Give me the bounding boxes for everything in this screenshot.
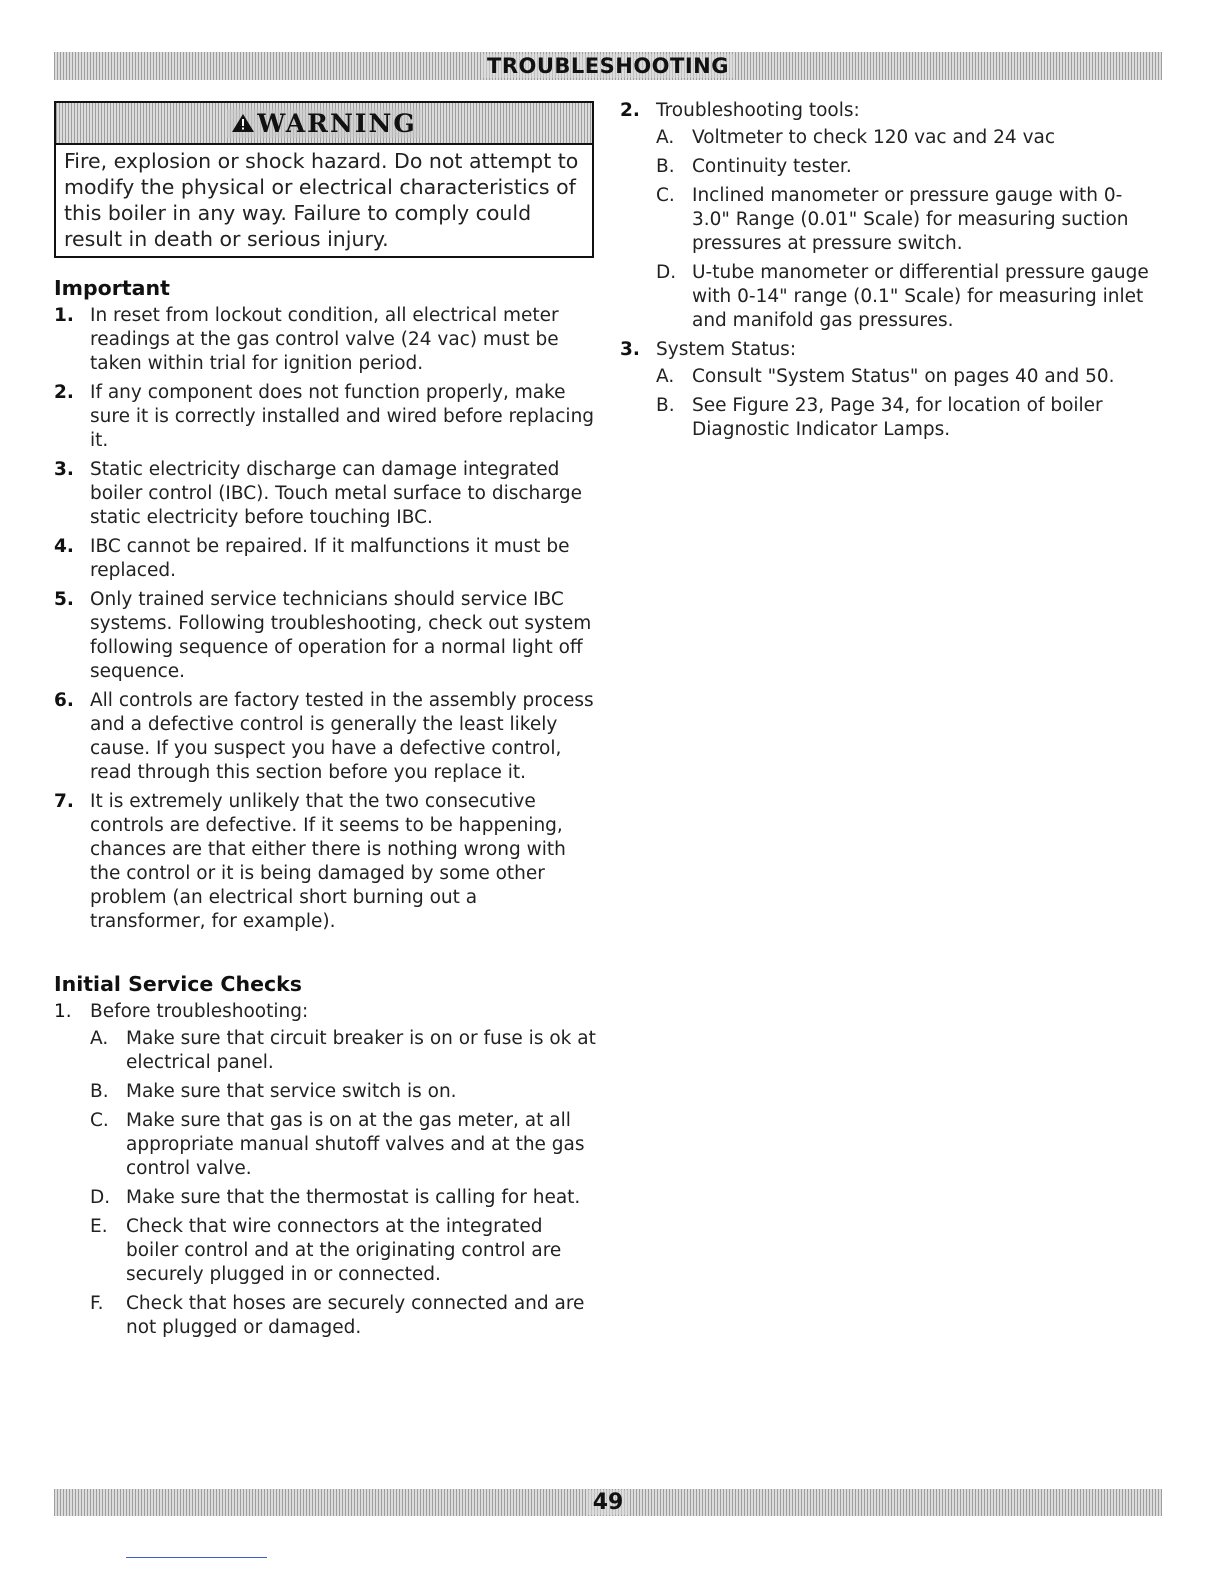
list-item: 2. Troubleshooting tools: A. Voltmeter to check 120 vac and 24 vac B. Continuity tester. C. Inclined manometer or pressure gauge with 0-3.0" Range (0.01" Scale) for measuring suction pressures at pressure switch. D. U-tube manometer or differential pressure gauge with 0-14" range (0.1" Scale) for measuring inlet and manifold gas pressures.: [620, 99, 1160, 333]
right-column: [620, 99, 1160, 447]
warning-triangle-icon: [231, 113, 255, 133]
footer-band: [54, 1489, 1162, 1516]
warning-box: [54, 101, 594, 258]
sub-item: A. Make sure that circuit breaker is on or fuse is ok at electrical panel.: [90, 1028, 596, 1073]
list-item: 7. It is extremely unlikely that the two consecutive controls are defective. If it seems to be happening, chances are that either there is nothing wrong with the control or it is being damaged by some other problem (an electrical short burning out a transformer, for example).: [54, 791, 566, 932]
header-band: [54, 52, 1162, 80]
list-item: 6. All controls are factory tested in the assembly process and a defective control is generally the least likely cause. If you suspect you have a defective control, read through this section before you replace it.: [54, 690, 594, 783]
sub-item: A. Voltmeter to check 120 vac and 24 vac: [656, 127, 1056, 148]
sub-item: B. See Figure 23, Page 34, for location of boiler Diagnostic Indicator Lamps.: [656, 395, 1103, 440]
important-heading: Important: [54, 276, 170, 300]
sub-item: F. Check that hoses are securely connected and are not plugged or damaged.: [90, 1293, 585, 1338]
page-number: 49: [587, 1490, 630, 1515]
sub-item: E. Check that wire connectors at the integrated boiler control and at the originating control are securely plugged in or connected.: [90, 1216, 562, 1285]
list-item: 3. System Status: A. Consult "System Status" on pages 40 and 50. B. See Figure 23, Page 34, for location of boiler Diagnostic Indicator Lamps.: [620, 338, 1160, 442]
list-item: 1. In reset from lockout condition, all electrical meter readings at the gas control valve (24 vac) must be taken within trial for ignition period.: [54, 305, 559, 374]
warning-label: WARNING: [257, 108, 417, 138]
sub-item: B. Make sure that service switch is on.: [90, 1081, 457, 1102]
continued-checks-list: [620, 99, 1160, 442]
sub-list: [656, 365, 1160, 442]
important-list: [54, 304, 598, 934]
list-item: 5. Only trained service technicians should service IBC systems. Following troubleshooting, check out system following sequence of operation for a normal light off sequence.: [54, 589, 592, 682]
list-item: 3. Static electricity discharge can damage integrated boiler control (IBC). Touch metal surface to discharge static electricity before touching IBC.: [54, 459, 583, 528]
initial-checks-list: [54, 1000, 598, 1340]
list-item: 1. Before troubleshooting: A. Make sure that circuit breaker is on or fuse is ok at electrical panel. B. Make sure that service switch is on. C. Make sure that gas is on at the gas meter, at all appropriate manual shutoff valves and at the gas control valve. D. Make sure that the thermostat is calling for heat. E. Check that wire connectors at the integrated boiler control and at the originating control are securely plugged in or connected. F. Check that hoses are securely connected and are not plugged or damaged.: [54, 1000, 598, 1340]
sub-item: A. Consult "System Status" on pages 40 and 50.: [656, 366, 1115, 387]
sub-item: B. Continuity tester.: [656, 156, 852, 177]
sub-list: [656, 126, 1160, 333]
list-item: 2. If any component does not function properly, make sure it is correctly installed and wired before replacing it.: [54, 382, 595, 451]
sub-item: C. Inclined manometer or pressure gauge with 0-3.0" Range (0.01" Scale) for measuring suction pressures at pressure switch.: [656, 185, 1129, 254]
warning-text: Fire, explosion or shock hazard. Do not attempt to modify the physical or electrical characteristics of this boiler in any way. Failure to comply could result in death or serious injury.: [64, 149, 579, 251]
sub-item: D. Make sure that the thermostat is calling for heat.: [90, 1187, 581, 1208]
left-column: [54, 101, 598, 1345]
sub-item: D. U-tube manometer or differential pressure gauge with 0-14" range (0.1" Scale) for measuring inlet and manifold gas pressures.: [656, 262, 1149, 331]
footer-rule: [126, 1557, 267, 1558]
list-item: 4. IBC cannot be repaired. If it malfunctions it must be replaced.: [54, 536, 570, 581]
page-title: TROUBLESHOOTING: [481, 54, 735, 78]
initial-checks-heading: Initial Service Checks: [54, 972, 302, 996]
warning-header: [56, 103, 592, 145]
sub-list: [90, 1027, 598, 1340]
sub-item: C. Make sure that gas is on at the gas meter, at all appropriate manual shutoff valves and at the gas control valve.: [90, 1110, 585, 1179]
